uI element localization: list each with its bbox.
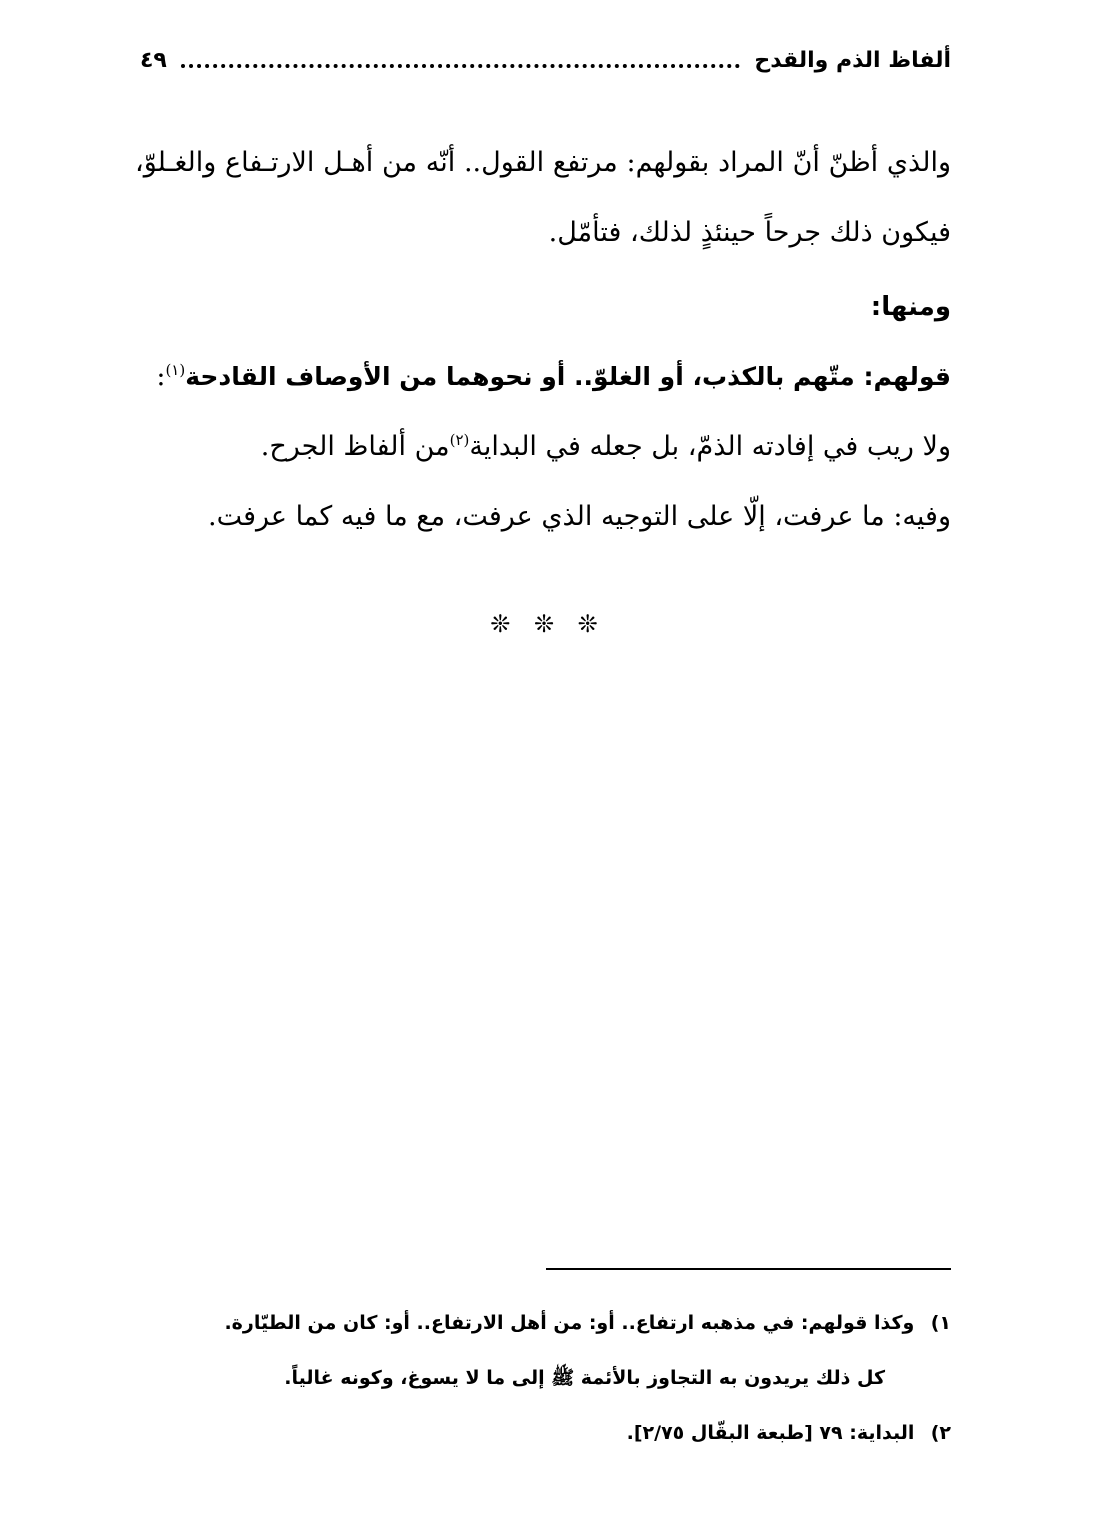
footnote-2-text: البداية: ٧٩ [طبعة البقّال ٢/٧٥]. — [626, 1422, 915, 1444]
footnote-rule — [546, 1268, 951, 1270]
line2-text-before: ولا ريب في إفادته الذمّ، بل جعله في البداية — [469, 431, 951, 462]
header-dot-leader — [181, 64, 741, 68]
footnote-2-number: ٢) — [930, 1422, 951, 1444]
quote-colon: : — [156, 361, 166, 392]
main-text — [135, 128, 951, 552]
running-header — [140, 40, 951, 80]
paragraph-remark: وفيه: ما عرفت، إلّا على التوجيه الذي عرفت، مع ما فيه كما عرفت. — [207, 501, 951, 532]
footnote-ref-1[interactable]: (١) — [165, 361, 186, 379]
footnote-1-number: ١) — [930, 1312, 951, 1334]
paragraph-opinion: والذي أظنّ أنّ المراد بقولهم: مرتفع القول.. أنّه من أهـل الارتـفاع والغـلوّ، فيكون ذلك جرحاً حينئذٍ لذلك، فتأمّل. — [135, 147, 951, 248]
line2-text-after: من ألفاظ الجرح. — [260, 431, 450, 462]
quoted-term: قولهم: متّهم بالكذب، أو الغلوّ.. أو نحوهما من الأوصاف القادحة — [185, 362, 951, 391]
paragraph-accused-of-lying — [135, 342, 951, 412]
footnotes — [135, 1296, 951, 1461]
footnote-1-text: وكذا قولهم: في مذهبه ارتفاع.. أو: من أهل الارتفاع.. أو: كان من الطيّارة. — [224, 1312, 915, 1334]
page-number: ٤٩ — [140, 47, 167, 73]
footnote-2 — [135, 1406, 951, 1461]
footnote-ref-2[interactable]: (٢) — [449, 431, 470, 449]
footnote-1-continuation: كل ذلك يريدون به التجاوز بالأئمة ﷺ إلى ما لا يسوغ، وكونه غالياً. — [284, 1367, 885, 1389]
running-title: ألفاظ الذم والقدح — [754, 47, 951, 73]
section-label: ومنها: — [870, 292, 951, 322]
paragraph-no-doubt — [135, 412, 951, 482]
footnote-1 — [135, 1296, 951, 1351]
section-separator: ❊ ❊ ❊ — [490, 610, 606, 638]
